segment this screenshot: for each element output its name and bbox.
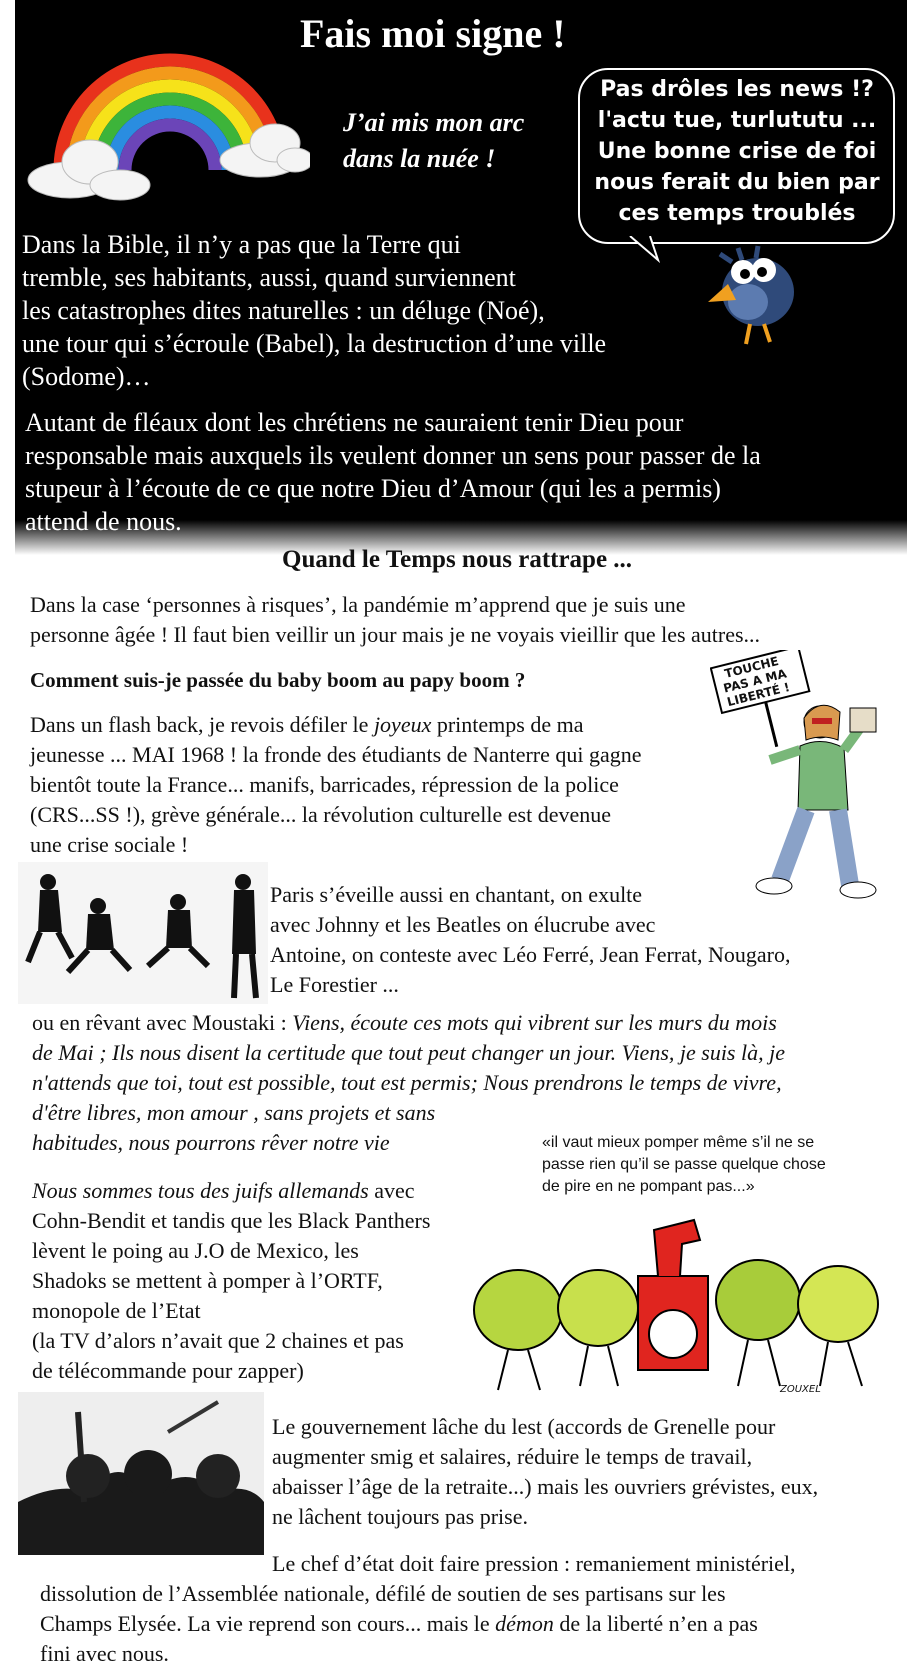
text-line: de Mai ; Ils nous disent la certitude que tout peut changer un jour. Viens, je suis là, je	[32, 1040, 785, 1065]
paragraph-3	[270, 880, 790, 1000]
text-line: personne âgée ! Il faut bien veillir un jour mais je ne voyais vieillir que les autres...	[30, 622, 761, 647]
text-line: Dans la case ‘personnes à risques’, la pandémie m’apprend que je suis une	[30, 592, 686, 617]
protest-sign-text: TOUCHE PAS A MA LIBERTÉ !	[722, 653, 792, 710]
text-line: n'attends que toi, tout est possible, tout est permis; Nous prendrons le temps de vivre,	[32, 1070, 782, 1095]
text-line: les catastrophes dites naturelles : un déluge (Noé),	[22, 296, 545, 325]
text-line: dissolution de l’Assemblée nationale, défilé de soutien de ses partisans sur les	[40, 1581, 726, 1606]
text-line: Le chef d’état doit faire pression : remaniement ministériel,	[272, 1551, 796, 1576]
text-line: monopole de l’Etat	[32, 1298, 201, 1323]
text-line: fini avec nous.	[40, 1641, 169, 1666]
paragraph-1	[30, 590, 760, 650]
text-line: Champs Elysée. La vie reprend son cours... mais le démon de la liberté n’en a pas	[40, 1611, 758, 1636]
text-line: une tour qui s’écroule (Babel), la destruction d’une ville	[22, 329, 607, 358]
bubble-line: l'actu tue, turlututu ...	[597, 108, 877, 133]
rainbow-clouds-icon	[20, 10, 310, 210]
intro-paragraph-2	[25, 406, 761, 538]
quote-line: passe rien qu’il se passe quelque chose	[542, 1156, 826, 1173]
text-line: Paris s’éveille aussi en chantant, on exulte	[270, 882, 643, 907]
shadoks-cartoon	[468, 1210, 898, 1406]
text-line: ou en rêvant avec Moustaki : Viens, écoute ces mots qui vibrent sur les murs du mois	[32, 1010, 777, 1035]
cartoon-bird-icon	[698, 232, 808, 352]
speech-bubble-tail	[628, 236, 668, 264]
bubble-line: Pas drôles les news !?	[600, 77, 874, 102]
quote-line: «il vaut mieux pomper même s’il ne se	[542, 1134, 815, 1151]
text-line: Le gouvernement lâche du lest (accords de Grenelle pour	[272, 1414, 776, 1439]
text-line: Le Forestier ...	[270, 972, 399, 997]
subheading: Comment suis-je passée du baby boom au papy boom ?	[30, 668, 526, 692]
tagline	[343, 105, 524, 177]
quote-line: de pire en ne pompant pas...»	[542, 1178, 755, 1195]
text-line: avec Johnny et les Beatles on élucrube avec	[270, 912, 656, 937]
paragraph-5	[32, 1176, 430, 1386]
crs-riot-police-photo	[18, 1392, 264, 1555]
paragraph-2	[30, 710, 642, 860]
text-line: Dans un flash back, je revois défiler le joyeux printemps de ma	[30, 712, 584, 737]
text-line: responsable mais auxquels ils veulent donner un sens pour passer de la	[25, 441, 761, 470]
intro-paragraph-1	[22, 228, 606, 393]
text-line: (CRS...SS !), grève générale... la révolution culturelle est devenue	[30, 802, 611, 827]
text-line: abaisser l’âge de la retraite...) mais les ouvriers grévistes, eux,	[272, 1474, 819, 1499]
text-line: Nous sommes tous des juifs allemands avec	[32, 1178, 415, 1203]
text-line: augmenter smig et salaires, réduire le temps de travail,	[272, 1444, 753, 1469]
tagline-line: dans la nuée !	[343, 144, 496, 173]
bubble-text	[588, 74, 886, 229]
text-line: Shadoks se mettent à pomper à l’ORTF,	[32, 1268, 383, 1293]
bubble-line: ces temps troublés	[618, 201, 856, 226]
text-line: attend de nous.	[25, 507, 182, 536]
text-line: stupeur à l’écoute de ce que notre Dieu d’Amour (qui les a permis)	[25, 474, 721, 503]
tagline-line: J’ai mis mon arc	[343, 108, 525, 137]
text-line: bientôt toute la France... manifs, barricades, répression de la police	[30, 772, 619, 797]
text-line: lèvent le poing au J.O de Mexico, les	[32, 1238, 359, 1263]
shadok-quote	[542, 1132, 826, 1198]
text-line: d'être libres, mon amour , sans projets et sans	[32, 1100, 436, 1125]
text-line: ne lâchent toujours pas prise.	[272, 1504, 528, 1529]
bubble-line: Une bonne crise de foi	[597, 139, 877, 164]
text-line: (Sodome)…	[22, 362, 151, 391]
text-line: Dans la Bible, il n’y a pas que la Terre qui	[22, 230, 461, 259]
text-line: de télécommande pour zapper)	[32, 1358, 304, 1383]
paragraph-7	[40, 1579, 758, 1669]
text-line: Antoine, on conteste avec Léo Ferré, Jean Ferrat, Nougaro,	[270, 942, 791, 967]
section-heading: Quand le Temps nous rattrape ...	[282, 546, 633, 573]
text-line: Cohn-Bendit et tandis que les Black Panthers	[32, 1208, 431, 1233]
bubble-line: nous ferait du bien par	[594, 170, 880, 195]
text-line: Autant de fléaux dont les chrétiens ne sauraient tenir Dieu pour	[25, 408, 684, 437]
paragraph-6	[272, 1412, 818, 1532]
text-line: (la TV d’alors n’avait que 2 chaines et pas	[32, 1328, 404, 1353]
text-line: habitudes, nous pourrons rêver notre vie	[32, 1130, 390, 1155]
text-line: jeunesse ... MAI 1968 ! la fronde des étudiants de Nanterre qui gagne	[30, 742, 642, 767]
shadoks-signature: ZOUXEL	[780, 1384, 821, 1395]
text-line: une crise sociale !	[30, 832, 189, 857]
text-line: tremble, ses habitants, aussi, quand surviennent	[22, 263, 516, 292]
paragraph-7-first-line	[272, 1549, 796, 1579]
page-title: Fais moi signe !	[300, 11, 566, 56]
beatles-jumping-photo	[18, 862, 268, 1004]
